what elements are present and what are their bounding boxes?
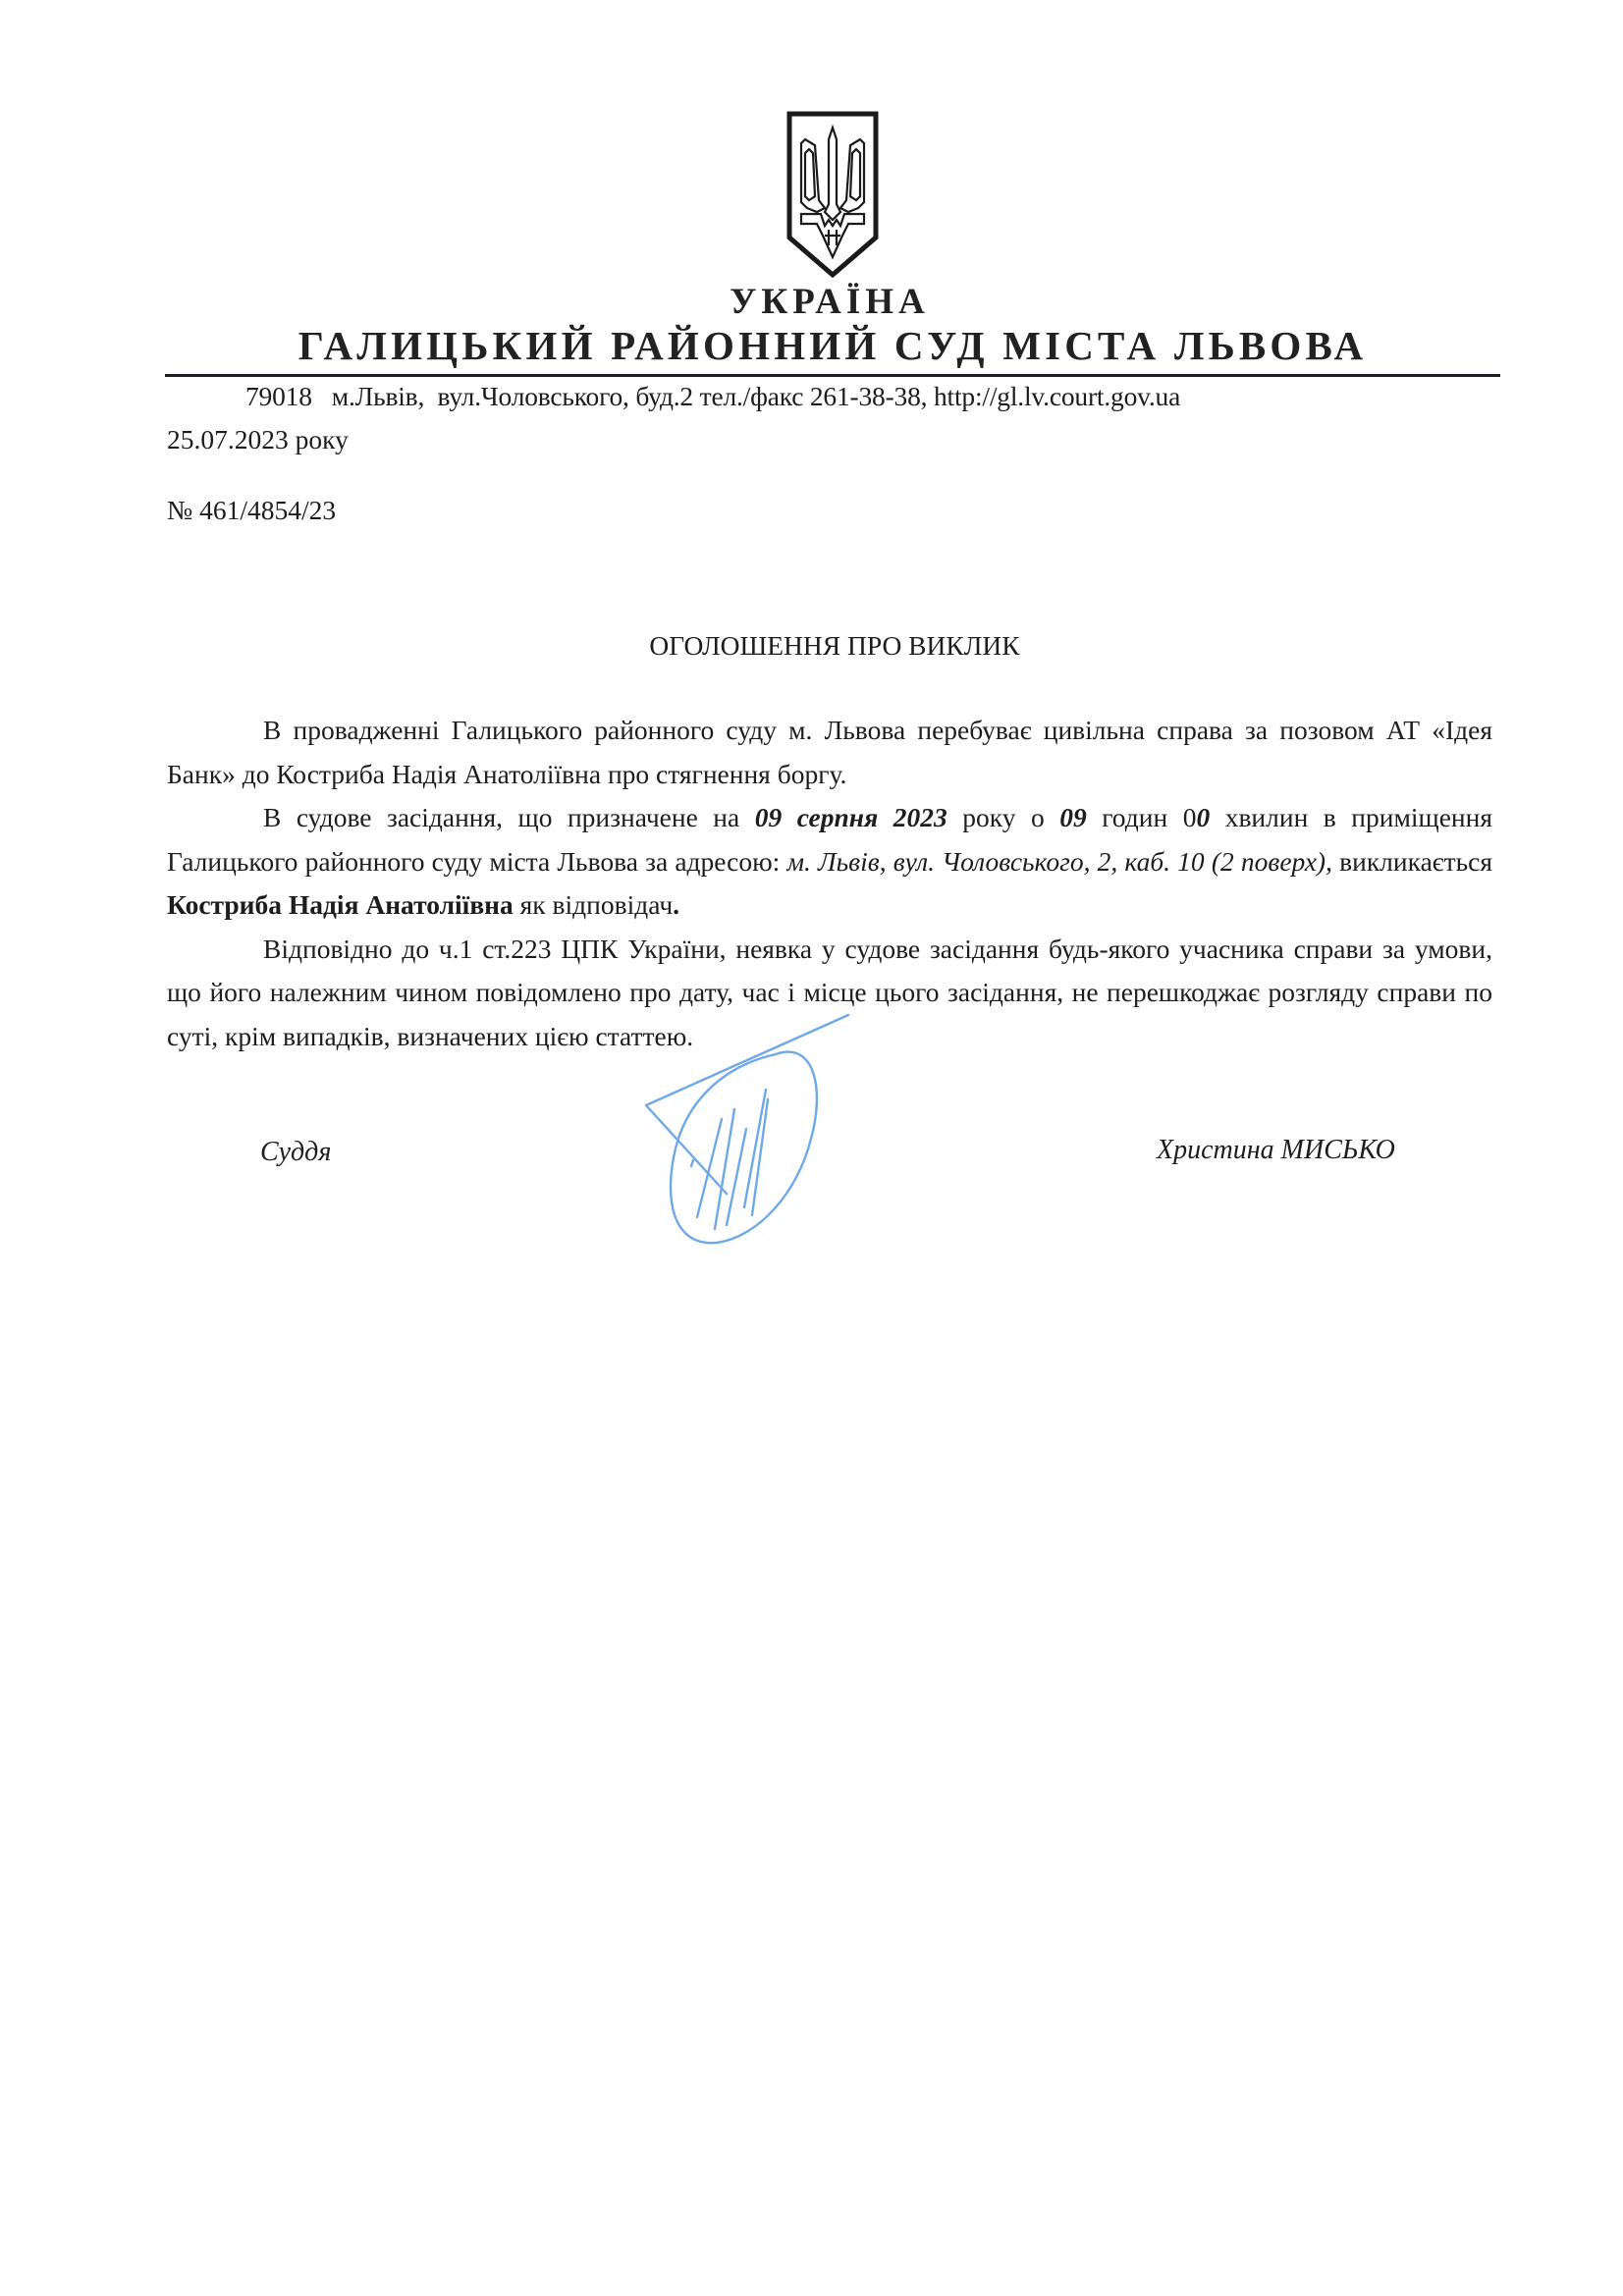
hearing-text: годин 0	[1086, 802, 1197, 832]
document-body	[167, 709, 1492, 1058]
hearing-text: хвилин в приміщення Галицького районного суду міста Львова за адресою:	[167, 802, 1492, 877]
judge-name: Христина МИСЬКО	[1157, 1135, 1395, 1165]
country-title: УКРАЇНА	[730, 282, 930, 322]
judge-role: Суддя	[260, 1137, 332, 1167]
hearing-period: .	[673, 889, 680, 920]
document-date: 25.07.2023 року	[167, 424, 349, 454]
case-number: № 461/4854/23	[167, 495, 337, 525]
paragraph-hearing	[167, 796, 1492, 928]
paragraph-legal-notice: Відповідно до ч.1 ст.223 ЦПК України, неявка у судове засідання будь-якого учасника справи за умови, що його належним чином повідомлено про дату, час і місце цього засідання, не перешкоджає розгляду справи по суті, крім випадків, визначених цією статтею.	[167, 933, 1492, 1051]
coat-of-arms-icon	[785, 110, 880, 279]
hearing-date: 09 серпня 2023	[754, 802, 947, 832]
court-address: 79018 м.Львів, вул.Чоловського, буд.2 тел./факс 261-38-38, http://gl.lv.court.gov.ua	[245, 381, 1181, 411]
hearing-text: , викликається	[1325, 845, 1492, 877]
hearing-hour: 09	[1059, 802, 1087, 832]
paragraph-case-info: В провадженні Галицького районного суду м. Львова перебуває цивільна справа за позовом АТ «Ідея Банк» до Костриба Надія Анатоліївна про стягнення боргу.	[167, 715, 1492, 789]
document-heading: ОГОЛОШЕННЯ ПРО ВИКЛИК	[649, 630, 1020, 661]
court-name: ГАЛИЦЬКИЙ РАЙОННИЙ СУД МІСТА ЛЬВОВА	[298, 323, 1368, 368]
hearing-text: року о	[947, 802, 1060, 832]
defendant-name: Костриба Надія Анатоліївна	[167, 889, 514, 920]
hearing-text: як відповідач	[513, 889, 674, 920]
hearing-venue: м. Львів, вул. Чоловського, 2, каб. 10 (2 поверх)	[786, 845, 1326, 877]
handwritten-signature	[628, 1011, 864, 1266]
hearing-text: В судове засідання, що призначене на	[263, 802, 755, 832]
header-divider	[165, 374, 1500, 377]
hearing-minute: 0	[1196, 802, 1211, 832]
